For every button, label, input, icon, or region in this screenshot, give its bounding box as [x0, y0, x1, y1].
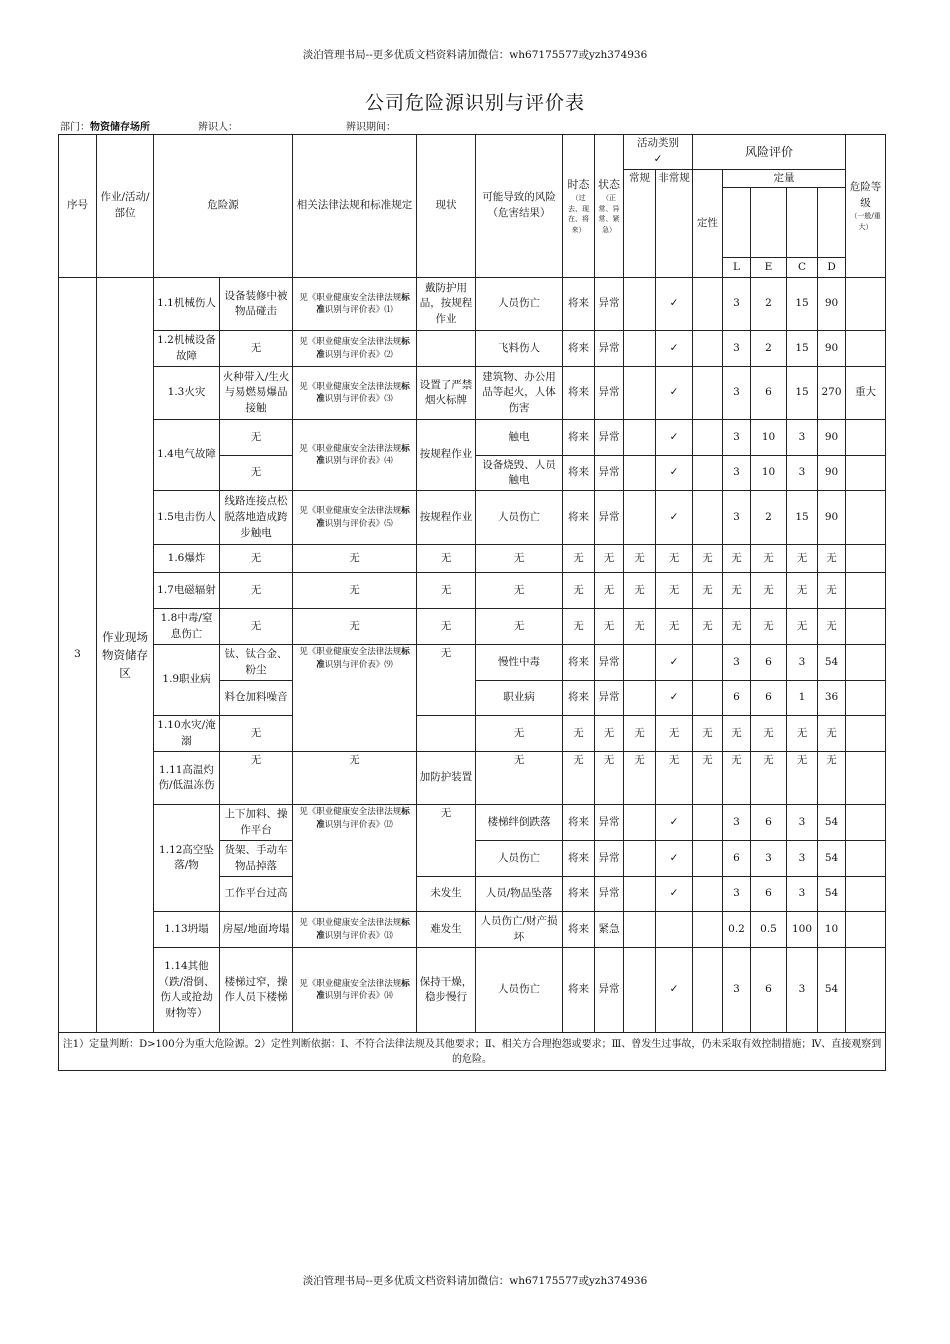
table-row: 1.5电击伤人 线路连接点松脱落地造成跨步触电 见《职业健康安全法律法规标准识别与评价表》⑸ 按规程作业 人员伤亡 将来 异常 ✓ 3 2 15 90 [59, 491, 886, 545]
date-label: 辨识期间： [346, 122, 396, 133]
check-mark: ✓ [656, 420, 693, 456]
check-mark: ✓ [656, 948, 693, 1033]
col-activity: 作业/活动/部位 [97, 135, 154, 278]
table-row: 1.3火灾 火种带入/生火与易燃易爆品接触 见《职业健康安全法律法规标准识别与评价表》⑶ 设置了严禁烟火标牌 建筑物、办公用品等起火，人体伤害 将来 异常 ✓ 3 6 15 270 重大 [59, 367, 886, 420]
check-mark: ✓ [656, 877, 693, 912]
check-mark: ✓ [656, 491, 693, 545]
table-row: 1.2机械设备故障 无 见《职业健康安全法律法规标准识别与评价表》⑵ 飞料伤人 将来 异常 ✓ 3 2 15 90 [59, 331, 886, 367]
check-mark: ✓ [656, 331, 693, 367]
dept-label: 部门： [60, 122, 90, 133]
col-risk: 可能导致的风险（危害结果） [476, 135, 563, 278]
table-row: 1.4电气故障 无 见《职业健康安全法律法规标准识别与评价表》⑷ 按规程作业 触电 将来 异常 ✓ 3 10 3 90 [59, 420, 886, 456]
identifier-label: 辨识人： [198, 122, 238, 133]
table-row: 无 设备烧毁、人员触电 将来 异常 ✓ 3 10 3 90 [59, 456, 886, 491]
dept-value: 物资储存场所 [90, 122, 150, 133]
col-nonroutine: 非常规 [656, 169, 693, 278]
check-mark: ✓ [656, 841, 693, 877]
table-row: 1.11高温灼伤/低温冻伤 无 无 加防护装置 无 无 无 无 无 无 无 无 无 无 [59, 752, 886, 805]
footnote: 注1）定量判断：D>100分为重大危险源。2）定性判断依据：Ⅰ、不符合法律法规及其他要求；Ⅱ、相关方合理抱怨或要求；Ⅲ、曾发生过事故，仍未采取有效控制措施；Ⅳ、直接观察到的危险。 [59, 1033, 886, 1071]
page-footer: 淡泊管理书局--更多优质文档资料请加微信：wh67175577或yzh374936 [302, 1275, 648, 1287]
table-row: 3 作业现场物资储存区 1.1机械伤人 设备装修中被物品碰击 见《职业健康安全法律法规标准识别与评价表》⑴ 戴防护用品，按规程作业 人员伤亡 将来 异常 ✓ 3 2 15 90 [59, 278, 886, 331]
table-row: 1.9职业病 钛、钛合金、粉尘 见《职业健康安全法律法规标准识别与评价表》⑼ 无 慢性中毒 将来 异常 ✓ 3 6 3 54 [59, 645, 886, 681]
table-row: 1.7电磁辐射 无 无 无 无 无 无 无 无 无 无 无 无 无 [59, 573, 886, 609]
col-quantitative: 定量 [723, 169, 846, 188]
table-row: 1.14其他（跌/滑倒、伤人或抢劫财物等） 楼梯过窄，操作人员下楼梯 见《职业健康安全法律法规标准识别与评价表》⒁ 保持干燥，稳步慢行 人员伤亡 将来 异常 ✓ 3 6 3 54 [59, 948, 886, 1033]
col-activity-type: 活动类别 ✓ [624, 135, 693, 170]
col-level: 危险等级 （一般/重大） [846, 135, 886, 278]
table-row: 1.10水灾/淹溺 无 无 无 无 无 无 无 无 无 无 无 [59, 716, 886, 752]
table-row: 1.8中毒/窒息伤亡 无 无 无 无 无 无 无 无 无 无 无 无 无 [59, 609, 886, 645]
meta-line [60, 118, 396, 133]
check-mark: ✓ [656, 645, 693, 681]
table-row: 货架、手动车物品掉落 人员伤亡 将来 异常 ✓ 6 3 3 54 [59, 841, 886, 877]
col-tense: 时态 （过去、现在、将来） [563, 135, 595, 278]
col-C: C [787, 258, 818, 278]
check-mark: ✓ [656, 681, 693, 716]
level-badge: 重大 [846, 367, 886, 420]
col-risk-eval: 风险评价 [693, 135, 846, 170]
col-law: 相关法律法规和标准规定 [293, 135, 417, 278]
col-D: D [818, 258, 846, 278]
check-mark: ✓ [656, 367, 693, 420]
table-row: 1.6爆炸 无 无 无 无 无 无 无 无 无 无 无 无 无 [59, 545, 886, 573]
page-title: 公司危险源识别与评价表 [364, 92, 585, 114]
col-routine: 常规 [624, 169, 656, 278]
col-state: 状态 （正常、异常、紧急） [595, 135, 624, 278]
col-E: E [751, 258, 787, 278]
table-row: 1.12高空坠落/物 上下加料、操作平台 见《职业健康安全法律法规标准识别与评价表》⑿ 无 楼梯绊倒跌落 将来 异常 ✓ 3 6 3 54 [59, 805, 886, 841]
check-mark: ✓ [656, 278, 693, 331]
col-hazard: 危险源 [154, 135, 293, 278]
hazard-table [58, 134, 886, 1071]
col-seq: 序号 [59, 135, 97, 278]
activity-cell: 作业现场物资储存区 [97, 278, 154, 1033]
table-row: 工作平台过高 未发生 人员/物品坠落 将来 异常 ✓ 3 6 3 54 [59, 877, 886, 912]
table-row: 料仓加料噪音 职业病 将来 异常 ✓ 6 6 1 36 [59, 681, 886, 716]
seq-cell: 3 [59, 278, 97, 1033]
check-mark: ✓ [656, 456, 693, 491]
check-mark: ✓ [656, 805, 693, 841]
col-status: 现状 [417, 135, 476, 278]
col-L: L [723, 258, 751, 278]
table-row: 1.13坍塌 房屋/地面垮塌 见《职业健康安全法律法规标准识别与评价表》⒀ 难发生 人员伤亡/财产损坏 将来 紧急 0.2 0.5 100 10 [59, 912, 886, 948]
col-qualitative: 定性 [693, 169, 723, 278]
page-header: 淡泊管理书局--更多优质文档资料请加微信：wh67175577或yzh374936 [302, 49, 648, 61]
